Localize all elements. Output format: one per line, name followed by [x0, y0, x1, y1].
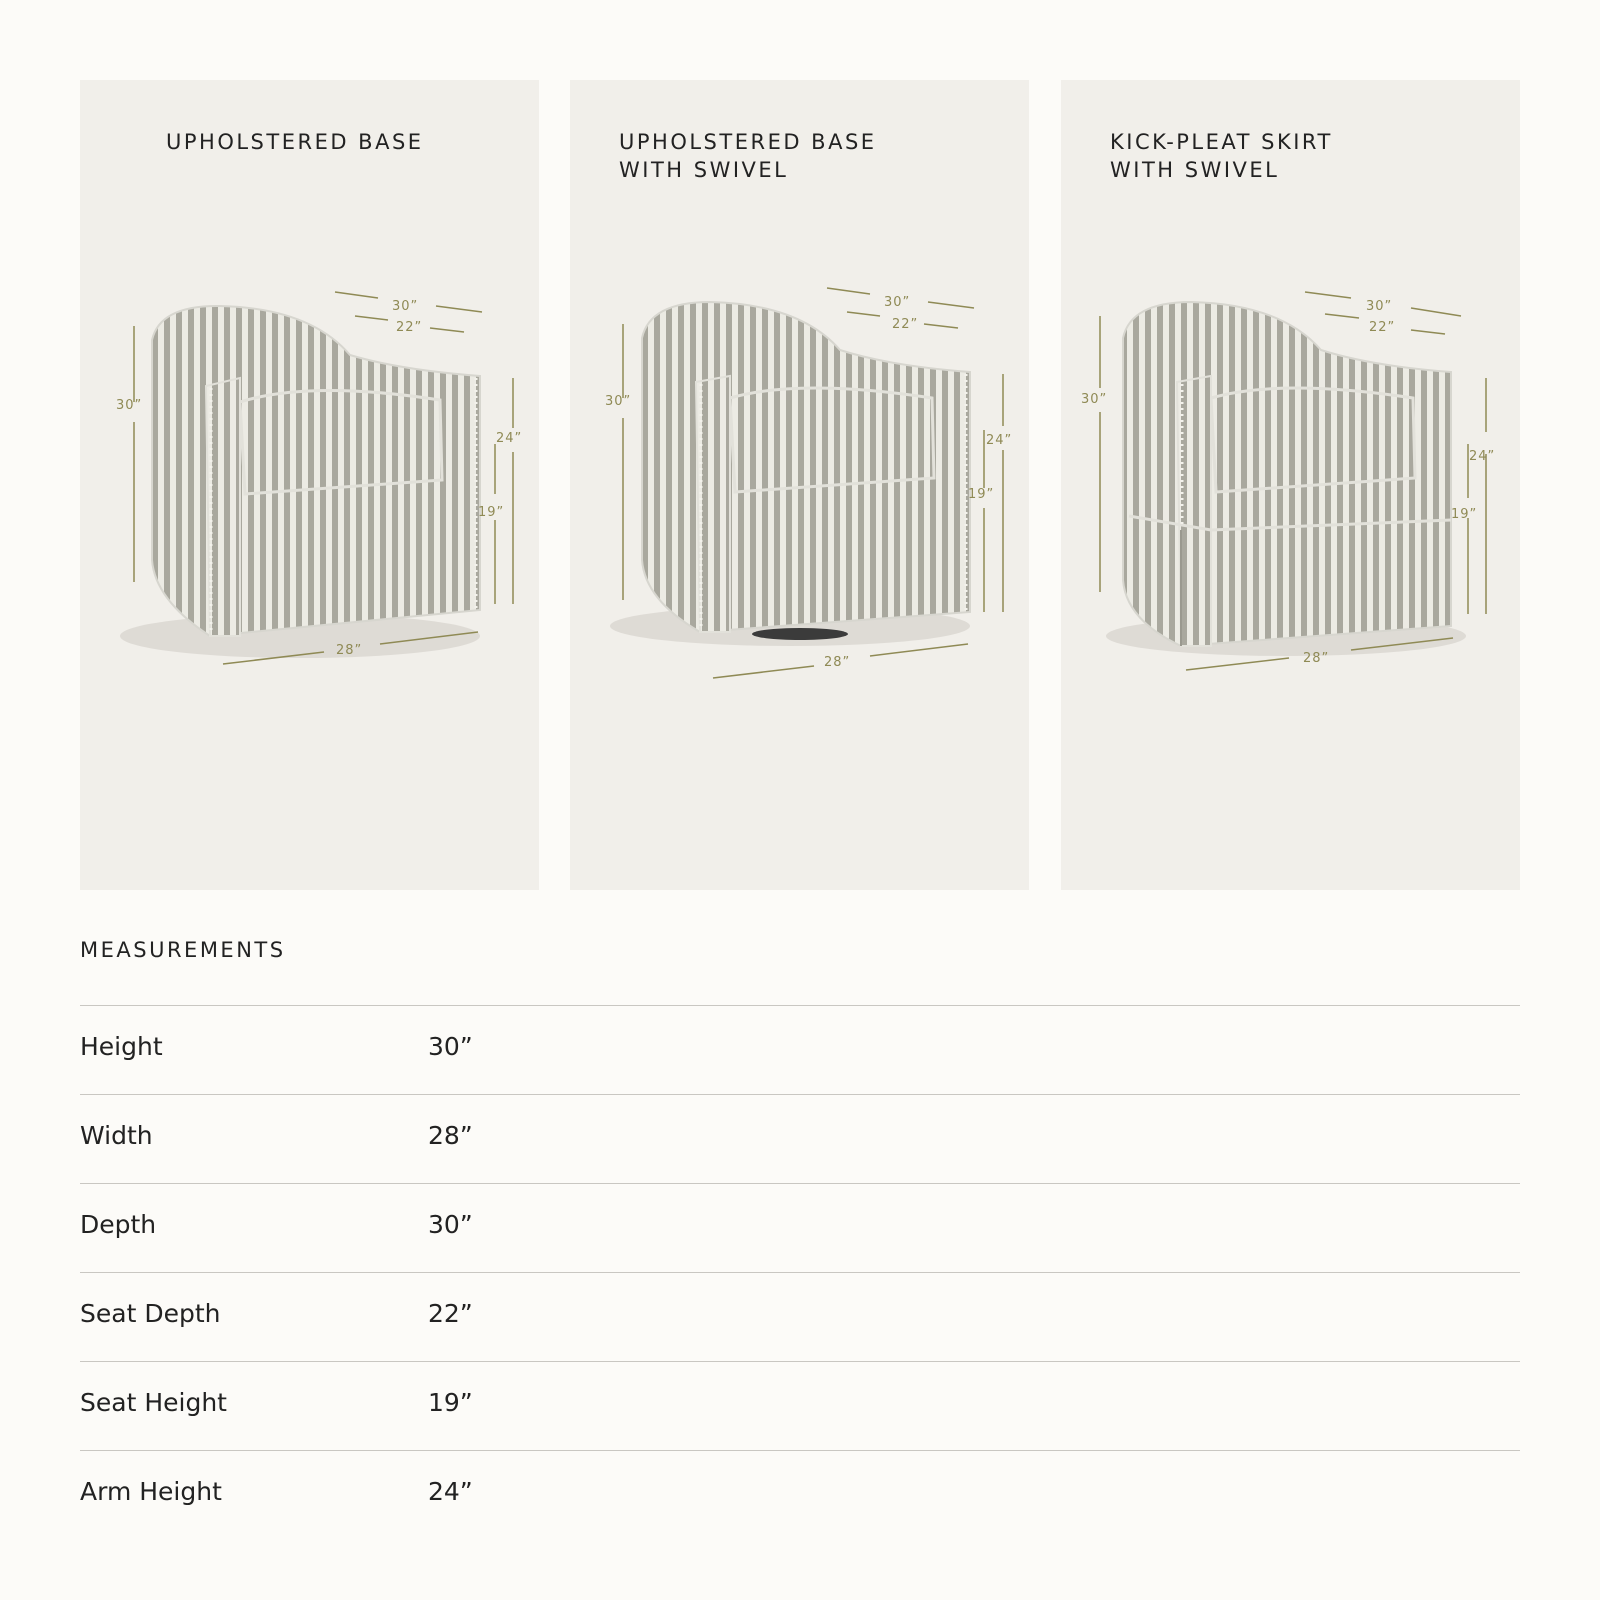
- measurement-label: Seat Height: [80, 1388, 227, 1417]
- option-upholstered-base-swivel[interactable]: [570, 80, 1029, 890]
- measurement-label: Seat Depth: [80, 1299, 221, 1328]
- dim-height: 30”: [116, 398, 143, 413]
- measurement-label: Arm Height: [80, 1477, 222, 1506]
- measurement-value: 24”: [428, 1477, 473, 1506]
- measurement-label: Width: [80, 1121, 153, 1150]
- measurement-label: Depth: [80, 1210, 157, 1239]
- dim-depth: 30”: [884, 295, 911, 310]
- dim-arm-height: 24”: [1469, 449, 1496, 464]
- dim-seat-depth: 22”: [396, 320, 423, 335]
- measurements-heading: MEASUREMENTS: [80, 938, 286, 962]
- table-row: [80, 1450, 1520, 1539]
- chair-illustration: [570, 80, 1029, 890]
- measurement-value: 30”: [428, 1032, 473, 1061]
- option-title: UPHOLSTERED BASE: [166, 130, 424, 154]
- option-kick-pleat-skirt-swivel[interactable]: [1061, 80, 1520, 890]
- measurement-label: Height: [80, 1032, 163, 1061]
- table-row: [80, 1361, 1520, 1450]
- dim-arm-height: 24”: [496, 431, 523, 446]
- dim-height: 30”: [1081, 392, 1108, 407]
- table-row: [80, 1272, 1520, 1361]
- option-title: UPHOLSTERED BASE WITH SWIVEL: [619, 130, 877, 182]
- table-row: [80, 1005, 1520, 1094]
- dim-seat-depth: 22”: [1369, 320, 1396, 335]
- table-row: [80, 1183, 1520, 1272]
- chair-options: [80, 80, 1520, 890]
- dim-width: 28”: [1303, 651, 1330, 666]
- dim-seat-height: 19”: [478, 505, 505, 520]
- dim-seat-depth: 22”: [892, 317, 919, 332]
- dim-seat-height: 19”: [968, 487, 995, 502]
- chair-illustration: [80, 80, 539, 890]
- dim-depth: 30”: [392, 299, 419, 314]
- dim-seat-height: 19”: [1451, 507, 1478, 522]
- measurement-value: 30”: [428, 1210, 473, 1239]
- chair-illustration: [1061, 80, 1520, 890]
- dim-width: 28”: [824, 655, 851, 670]
- option-upholstered-base[interactable]: [80, 80, 539, 890]
- measurements-table: [80, 1005, 1520, 1539]
- dim-height: 30”: [605, 394, 632, 409]
- measurement-value: 22”: [428, 1299, 473, 1328]
- measurement-value: 19”: [428, 1388, 473, 1417]
- table-row: [80, 1094, 1520, 1183]
- measurement-value: 28”: [428, 1121, 473, 1150]
- dim-arm-height: 24”: [986, 433, 1013, 448]
- dim-width: 28”: [336, 643, 363, 658]
- option-title: KICK-PLEAT SKIRT WITH SWIVEL: [1110, 130, 1333, 182]
- dim-depth: 30”: [1366, 299, 1393, 314]
